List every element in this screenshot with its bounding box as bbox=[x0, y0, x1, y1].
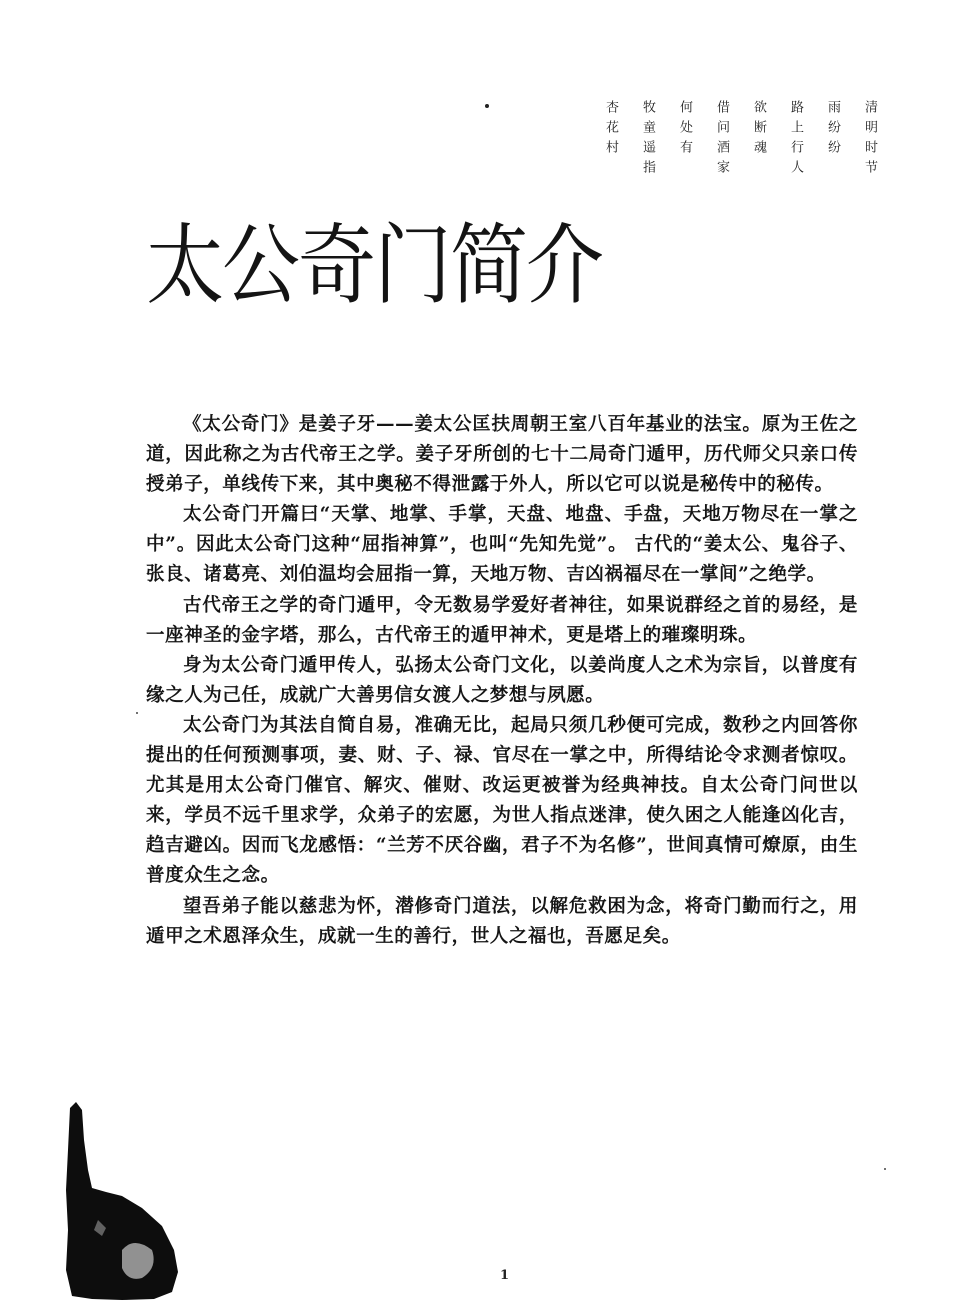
paragraph: 《太公奇门》是姜子牙——姜太公匡扶周朝王室八百年基业的法宝。原为王佐之道，因此称之为古代帝王之学。姜子牙所创的七十二局奇门遁甲，历代师父只亲口传授弟子，单线传下来，其中奥秘不得泄露于外人，所以它可以说是秘传中的秘传。 bbox=[146, 414, 858, 496]
poem-column: 欲断魂 bbox=[751, 100, 766, 160]
paragraph: 望吾弟子能以慈悲为怀，潜修奇门道法，以解危救困为念，将奇门勤而行之，用遁甲之术恩泽众生，成就一生的善行，世人之福也，吾愿足矣。 bbox=[146, 895, 858, 947]
paragraph: 太公奇门为其法自简自易，准确无比，起局只须几秒便可完成，数秒之内回答你提出的任何预测事项，妻、财、子、禄、官尽在一掌之中，所得结论令求测者惊叹。尤其是用太公奇门催官、解灾、催财、改运更被誉为经典神技。自太公奇门问世以来，学员不远千里求学，众弟子的宏愿，为世人指点迷津，使久困之人能逢凶化吉，趋吉避凶。因而飞龙感悟：“兰芳不厌谷幽，君子不为名修”，世间真情可燎原，由生普度众生之念。 bbox=[146, 714, 858, 887]
paragraph: 身为太公奇门遁甲传人，弘扬太公奇门文化，以姜尚度人之术为宗旨，以普度有缘之人为己任，成就广大善男信女渡人之梦想与夙愿。 bbox=[146, 654, 858, 706]
poem-column: 清明时节 bbox=[862, 100, 877, 180]
ink-brush-decoration bbox=[62, 1100, 192, 1301]
poem-column: 何处有 bbox=[677, 100, 692, 160]
page-number: 1 bbox=[500, 1268, 510, 1283]
poem-column: 借问酒家 bbox=[714, 100, 729, 180]
scan-speck bbox=[884, 1168, 886, 1170]
paragraph: 古代帝王之学的奇门遁甲，令无数易学爱好者神往，如果说群经之首的易经，是一座神圣的金字塔，那么，古代帝王的遁甲神术，更是塔上的璀璨明珠。 bbox=[146, 594, 858, 646]
scan-speck bbox=[136, 712, 138, 714]
scan-speck bbox=[485, 104, 489, 108]
page-title: 太公奇门简介 bbox=[146, 216, 603, 317]
paragraph: 太公奇门开篇曰“天掌、地掌、手掌，天盘、地盘、手盘，天地万物尽在一掌之中”。因此太公奇门这种“屈指神算”，也叫“先知先觉”。 古代的“姜太公、鬼谷子、张良、诸葛亮、刘伯温均会屈指一算，天地万物、吉凶祸福尽在一掌间”之绝学。 bbox=[146, 504, 858, 586]
poem-column: 雨纷纷 bbox=[825, 100, 840, 160]
poem-column: 路上行人 bbox=[788, 100, 803, 180]
poem-block bbox=[597, 100, 882, 180]
body-text bbox=[146, 410, 858, 952]
poem-column: 杏花村 bbox=[603, 100, 618, 160]
poem-column: 牧童遥指 bbox=[640, 100, 655, 180]
